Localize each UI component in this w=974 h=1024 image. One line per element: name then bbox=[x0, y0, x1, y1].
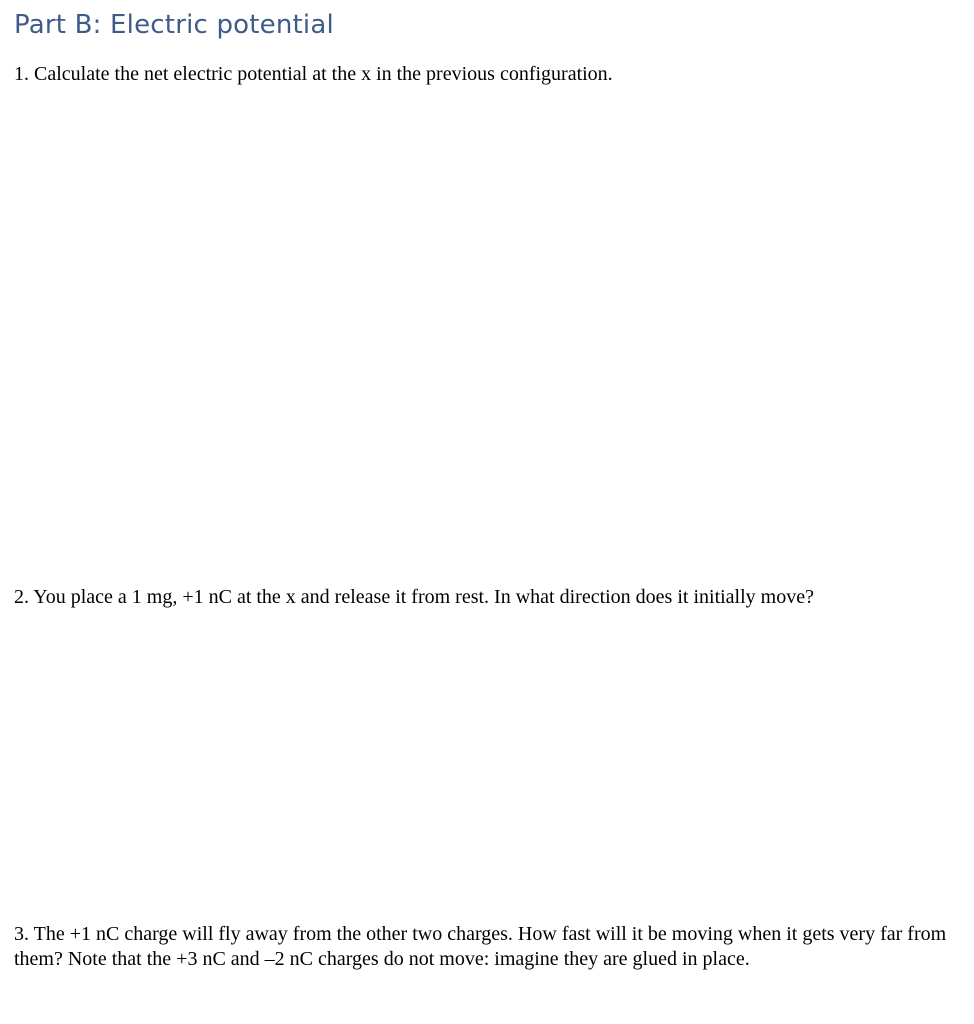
question-3: 3. The +1 nC charge will fly away from the other two charges. How fast will it be moving when it gets very far from them? Note that the +3 nC and –2 nC charges do not move: imagine they are glued in place. bbox=[14, 923, 947, 970]
question-1: 1. Calculate the net electric potential at the x in the previous configuration. bbox=[14, 63, 613, 85]
section-heading: Part B: Electric potential bbox=[14, 10, 334, 40]
question-2: 2. You place a 1 mg, +1 nC at the x and release it from rest. In what direction does it initially move? bbox=[14, 586, 814, 608]
